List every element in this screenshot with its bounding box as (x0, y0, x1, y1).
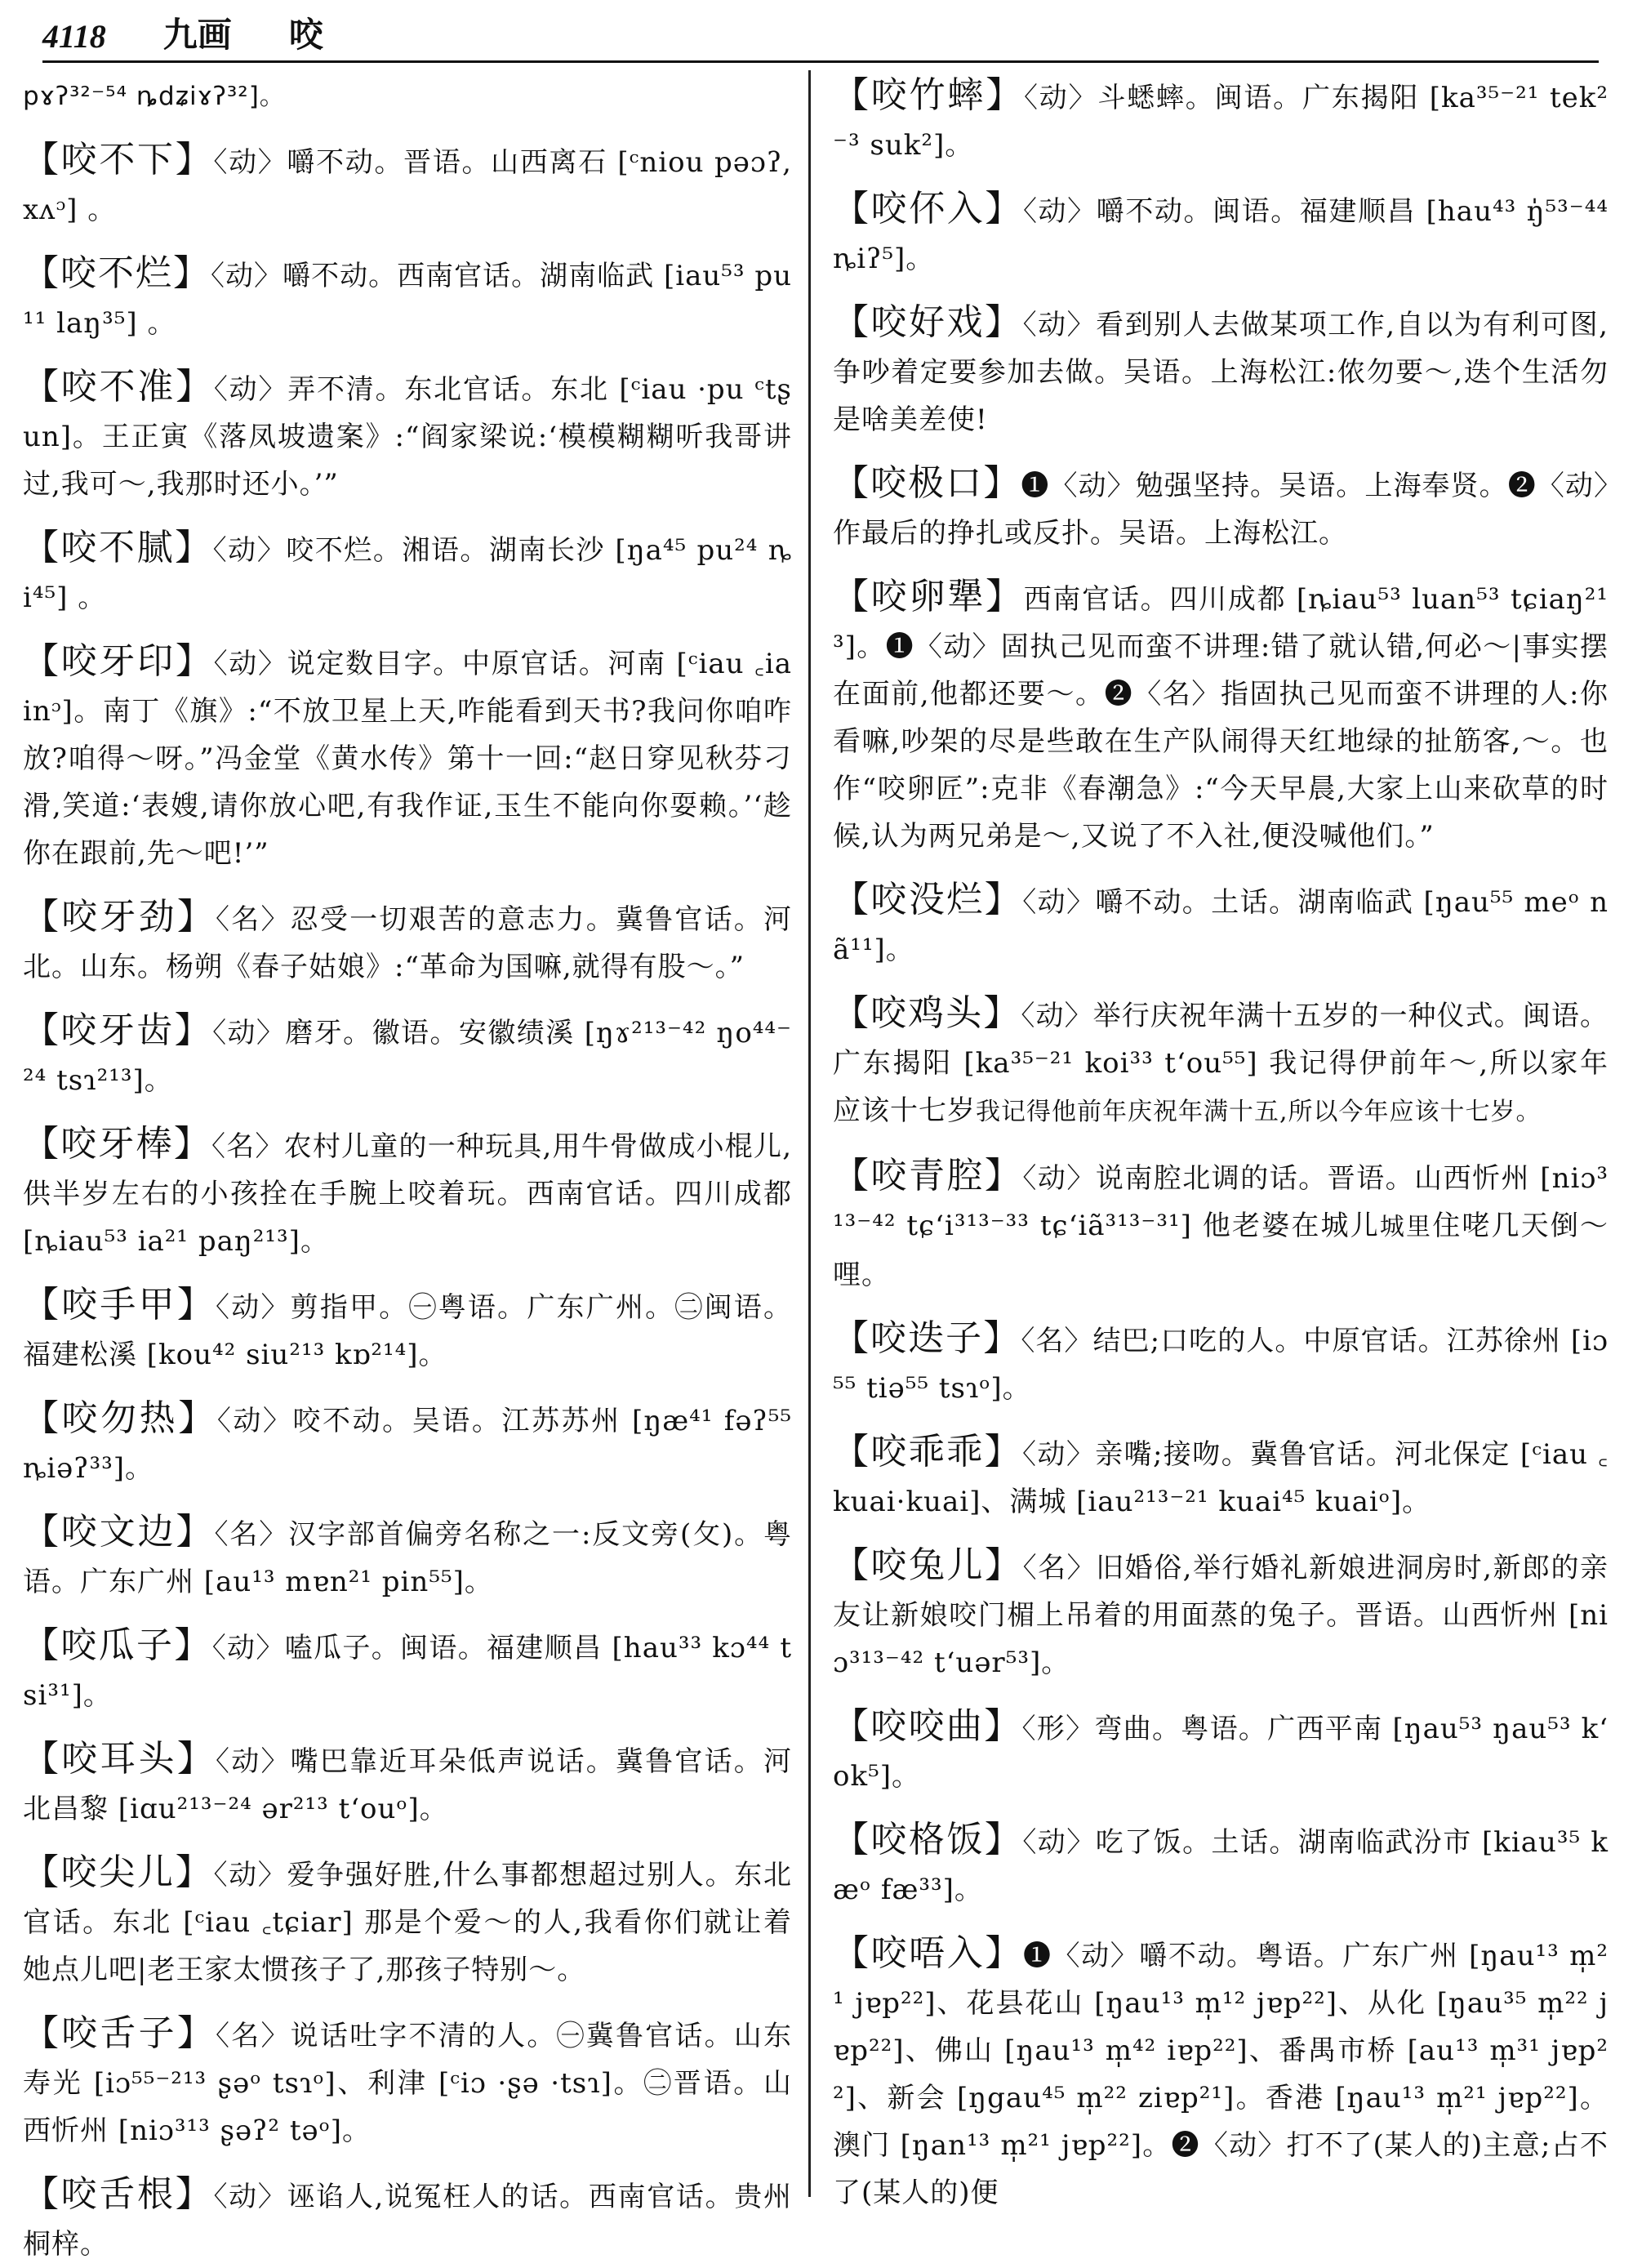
stroke-count-label: 九画 (162, 15, 232, 55)
entry-text: 〈动〉弄不清。东北官话。东北 [ᶜiau ·pu ᶜtʂun]。王正寅《落凤坡遗案》:“阎家梁说:‘模模糊糊听我哥讲过,我可～,我那时还小。’” (23, 373, 793, 501)
entry-headword: 【咬勿热】 (23, 1397, 217, 1439)
entry-headword: 【咬兔儿】 (833, 1544, 1023, 1586)
dictionary-entry (23, 1736, 792, 1833)
dictionary-entry (23, 893, 792, 991)
entry-headword: 【咬牙齿】 (23, 1009, 213, 1051)
entry-headword: 【咬牙印】 (23, 640, 214, 682)
dictionary-entry (23, 136, 792, 234)
entry-headword: 【咬乖乖】 (833, 1431, 1023, 1473)
entry-headword: 【咬手甲】 (23, 1284, 216, 1326)
entry-headword: 【咬舌子】 (23, 2012, 216, 2054)
dictionary-entry (23, 638, 792, 877)
entry-text: 〈动〉咬不动。吴语。江苏苏州 [ŋæ⁴¹ fəʔ⁵⁵ ȵiəʔ³³]。 (23, 1405, 792, 1485)
dictionary-entry (833, 185, 1609, 283)
entry-headword: 【咬鸡头】 (833, 992, 1021, 1034)
entry-headword: 【咬不下】 (23, 139, 214, 180)
page-header (42, 11, 1599, 63)
entry-headword: 【咬卵犟】 (833, 576, 1024, 617)
dictionary-entry (833, 1542, 1609, 1687)
entry-text: 〈名〉农村儿童的一种玩具,用牛骨做成小棍儿,供半岁左右的小孩拴在手腕上咬着玩。西南官话。四川成都 [ȵiau⁵³ ia²¹ paŋ²¹³]。 (23, 1130, 793, 1258)
left-column (23, 72, 793, 2261)
entry-headword: 【咬不烂】 (23, 252, 211, 294)
entry-headword: 【咬青腔】 (833, 1155, 1023, 1196)
entry-headword: 【咬伓入】 (833, 188, 1023, 229)
entry-text: 〈动〉嚼不动。晋语。山西离石 [ᶜniou pəɔʔ, xʌᵓ] 。 (23, 146, 792, 226)
entry-text: 〈动〉嚼不动。闽语。福建顺昌 [hau⁴³ ŋ̍⁵³⁻⁴⁴ ȵiʔ⁵]。 (833, 195, 1609, 275)
entry-text: 〈动〉爱争强好胜,什么事都想超过别人。东北官话。东北 [ᶜiau ꜀tɕiar] 那是个爱～的人,我看你们就让着她点儿吧|老王家太惯孩子了,那孩子特别～。 (23, 1859, 792, 1986)
entry-text: 〈动〉斗蟋蟀。闽语。广东揭阳 [ka³⁵⁻²¹ tek²⁻³ suk²]。 (833, 82, 1609, 162)
dictionary-entry (833, 460, 1609, 557)
entry-text: ❶〈动〉勉强坚持。吴语。上海奉贤。❷〈动〉作最后的挣扎或反扑。吴语。上海松江。 (833, 470, 1609, 550)
dictionary-entry (833, 299, 1609, 443)
dictionary-entry (23, 1281, 792, 1379)
entry-text: 〈动〉吃了饭。土话。湖南临武汾市 [kiau³⁵ kæᵒ fæ³³]。 (833, 1826, 1609, 1906)
column-divider (808, 70, 811, 2197)
dictionary-entry (23, 1007, 792, 1104)
entry-headword: 【咬竹蟀】 (833, 74, 1024, 116)
dictionary-entry (23, 2171, 792, 2268)
dictionary-entry (833, 1428, 1609, 1526)
entry-text: 〈动〉嚼不动。西南官话。湖南临武 [iau⁵³ pu¹¹ laŋ³⁵] 。 (23, 260, 793, 340)
entry-headword: 【咬极口】 (833, 462, 1021, 504)
dictionary-entry (833, 72, 1609, 169)
entry-text: 西南官话。四川成都 [ȵiau⁵³ luan⁵³ tɕiaŋ²¹³]。❶〈动〉固执己见而蛮不讲理:错了就认错,何必～|事实摆在面前,他都还要～。❷〈名〉指固执己见而蛮不讲理的人:你看嘛,吵架的尽是些敢在生产队闹得天红地绿的扯筋客,～。也作“咬卵匠”:克非《春潮急》:“今天早晨,大家上山来砍草的时候,认为两兄弟是～,又说了不入社,便没喊他们。” (833, 583, 1609, 853)
dictionary-entry (23, 250, 792, 347)
dictionary-entry (23, 1395, 792, 1492)
entry-headword: 【咬没烂】 (833, 879, 1023, 920)
dictionary-entry (23, 1121, 792, 1265)
entry-headword: 【咬格饭】 (833, 1819, 1023, 1860)
entry-text: 〈动〉举行庆祝年满十五岁的一种仪式。闽语。广东揭阳 [ka³⁵⁻²¹ koi³³ tʻou⁵⁵] 我记得伊前年～,所以家年应该十七岁 (833, 1000, 1609, 1127)
entry-headword: 【咬迭子】 (833, 1317, 1021, 1359)
entry-text: 〈动〉剪指甲。㊀粤语。广东广州。㊁闽语。福建松溪 [kou⁴² siu²¹³ kɒ²¹⁴]。 (23, 1291, 793, 1371)
entry-text: 〈动〉嘴巴靠近耳朵低声说话。冀鲁官话。河北昌黎 [iɑu²¹³⁻²⁴ ər²¹³ tʻouᵒ]。 (23, 1745, 793, 1825)
entry-text: pɤʔ³²⁻⁵⁴ ȵdʑiɤʔ³²]。 (23, 82, 286, 111)
entry-text: 〈动〉磨牙。徽语。安徽绩溪 [ŋɤ²¹³⁻⁴² ŋo⁴⁴⁻²⁴ tsɿ²¹³]。 (23, 1017, 792, 1097)
entry-headword: 【咬好戏】 (833, 301, 1023, 343)
dictionary-entry (833, 1315, 1609, 1412)
entry-text: 〈名〉结巴;口吃的人。中原官话。江苏徐州 [iɔ⁵⁵ tiə⁵⁵ tsɿᵒ]。 (833, 1325, 1609, 1405)
entry-text: 〈名〉忍受一切艰苦的意志力。冀鲁官话。河北。山东。杨朔《春子姑娘》:“革命为国嘛,就得有股～。” (23, 903, 793, 983)
entry-headword: 【咬尖儿】 (23, 1851, 214, 1893)
entry-text: 〈名〉旧婚俗,举行婚礼新娘进洞房时,新郎的亲友让新娘咬门楣上吊着的用面蒸的兔子。晋语。山西忻州 [niɔ³¹³⁻⁴² tʻuər⁵³]。 (833, 1552, 1609, 1679)
right-column (833, 72, 1609, 2209)
entry-text: 〈动〉嗑瓜子。闽语。福建顺昌 [hau³³ kɔ⁴⁴ tsi³¹]。 (23, 1632, 792, 1712)
entry-headword: 【咬瓜子】 (23, 1624, 212, 1666)
entry-headword: 【咬唔入】 (833, 1932, 1023, 1974)
entry-headword: 【咬舌根】 (23, 2173, 214, 2215)
entry-headword: 【咬文边】 (23, 1511, 215, 1553)
entry-text: 〈动〉说定数目字。中原官话。河南 [ᶜiau ꜀ia inᵓ]。南丁《旗》:“不放卫星上天,咋能看到天书?我问你咱咋放?咱得～呀。”冯金堂《黄水传》第十一回:“赵日穿见秋芬刁滑,笑道:‘表嫂,请你放心吧,有我作证,玉生不能向你耍赖。’‘趁你在跟前,先～吧!’” (23, 648, 793, 870)
entry-headword: 【咬牙棒】 (23, 1123, 212, 1165)
gloss-note: 城里 (1379, 1213, 1433, 1241)
dictionary-entry (23, 1622, 792, 1719)
entry-headword: 【咬不腻】 (23, 527, 213, 568)
dictionary-entry (833, 573, 1609, 860)
index-character: 咬 (288, 15, 323, 55)
dictionary-entry (23, 1849, 792, 1994)
entry-text: 〈名〉说话吐字不清的人。㊀冀鲁官话。山东寿光 [iɔ⁵⁵⁻²¹³ ʂəᵒ tsɿᵒ]、利津 [ᶜiɔ ·ʂə ·tsɿ]。㊁晋语。山西忻州 [niɔ³¹³ ʂəʔ² təᵒ]。 (23, 2020, 793, 2147)
entry-headword: 【咬牙劲】 (23, 896, 216, 938)
entry-text: 〈动〉咬不烂。湘语。湖南长沙 [ŋa⁴⁵ pu²⁴ ȵi⁴⁵] 。 (23, 534, 792, 614)
dictionary-entry (833, 876, 1609, 974)
dictionary-entry-continued (23, 72, 792, 120)
dictionary-entry (23, 524, 792, 622)
entry-text: 〈形〉弯曲。粤语。广西平南 [ŋau⁵³ ŋau⁵³ kʻok⁵]。 (833, 1713, 1609, 1793)
dictionary-entry (833, 1703, 1609, 1800)
entry-text: 〈动〉说南腔北调的话。晋语。山西忻州 [niɔ³¹³⁻⁴² tɕʻi³¹³⁻³³ tɕʻiã³¹³⁻³¹] 他老婆在城儿 (833, 1162, 1609, 1242)
dictionary-entry (833, 990, 1609, 1136)
entry-text-continued: 住咾几天倒～哩。 (833, 1210, 1609, 1291)
entry-text: 〈动〉看到别人去做某项工作,自以为有利可图,争吵着定要参加去做。吴语。上海松江:侬勿要～,迭个生活勿是啥美差使! (833, 309, 1609, 436)
entry-headword: 【咬咬曲】 (833, 1705, 1022, 1747)
translation-note: 我记得他前年庆祝年满十五,所以今年应该十七岁。 (976, 1098, 1542, 1126)
dictionary-entry (23, 2010, 792, 2154)
dictionary-entry (833, 1930, 1609, 2217)
entry-text: 〈动〉嚼不动。土话。湖南临武 [ŋau⁵⁵ meᵒ nã¹¹]。 (833, 886, 1609, 966)
entry-text: 〈名〉汉字部首偏旁名称之一:反文旁(攵)。粤语。广东广州 [au¹³ mɐn²¹ pin⁵⁵]。 (23, 1518, 793, 1598)
dictionary-entry (833, 1816, 1609, 1914)
dictionary-entry (23, 363, 792, 508)
entry-headword: 【咬不准】 (23, 366, 214, 408)
entry-text: 〈动〉诬谄人,说冤枉人的话。西南官话。贵州桐梓。 (23, 2181, 792, 2261)
dictionary-entry (23, 1508, 792, 1606)
entry-headword: 【咬耳头】 (23, 1738, 216, 1780)
entry-text: ❶〈动〉嚼不动。粤语。广东广州 [ŋau¹³ m̩²¹ jɐp²²]、花县花山 [ŋau¹³ m̩¹² jɐp²²]、从化 [ŋau³⁵ m̩²² jɐp²²]、佛山 [ŋau¹³ m̩⁴² iɐp²²]、番禺市桥 [au¹³ m̩³¹ jɐp²²]、新会 [ŋgau⁴⁵ m̩²² ziɐp²¹]。香港 [ŋau¹³ m̩²¹ jɐp²²]。澳门 [ŋan¹³ m̩²¹ jɐp²²]。❷〈动〉打不了(某人的)主意;占不了(某人的)便 (833, 1940, 1609, 2209)
dictionary-entry (833, 1152, 1609, 1299)
entry-text: 〈动〉亲嘴;接吻。冀鲁官话。河北保定 [ᶜiau ꜀kuai·kuai]、满城 [iau²¹³⁻²¹ kuai⁴⁵ kuaiᵒ]。 (833, 1438, 1609, 1518)
page-number: 4118 (42, 18, 106, 55)
